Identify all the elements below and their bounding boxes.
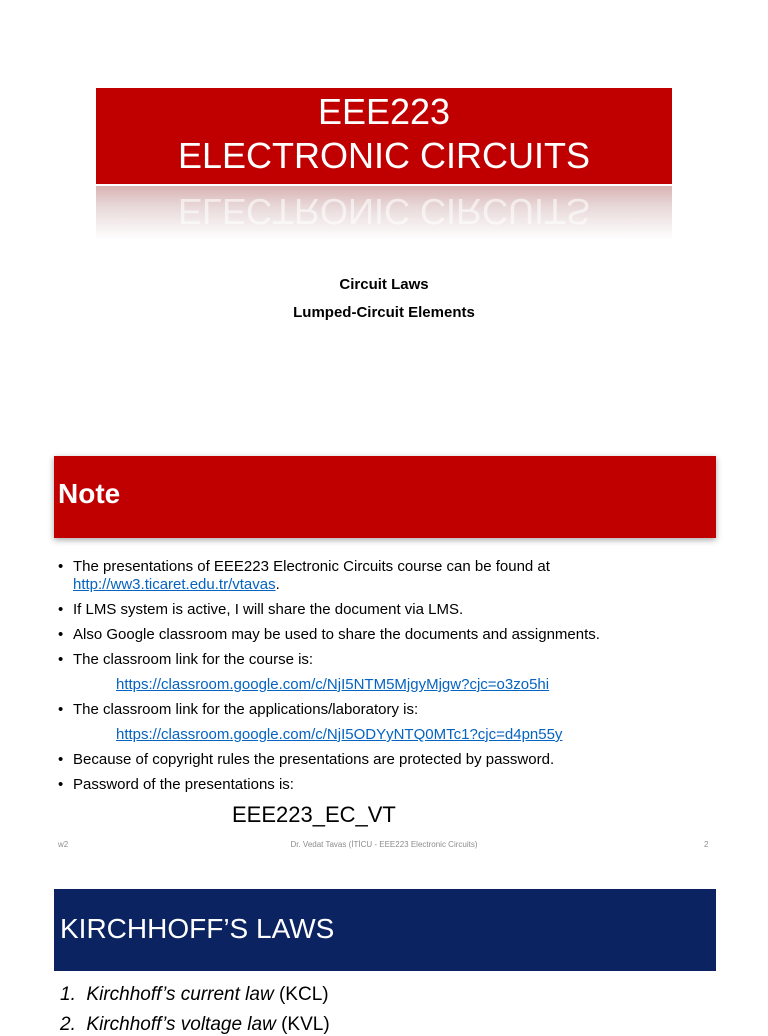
law-number: 1.	[60, 984, 76, 1005]
lab-classroom-link[interactable]: https://classroom.google.com/c/NjI5ODYyNTQ0MTc1?cjc=d4pn55y	[116, 726, 563, 743]
note-header-bar	[54, 456, 716, 538]
note-bullet-list	[58, 558, 698, 801]
course-website-link[interactable]: http://ww3.ticaret.edu.tr/vtavas	[73, 576, 276, 593]
kirchhoff-title: KIRCHHOFF’S LAWS	[60, 913, 335, 944]
lab-link-row	[58, 726, 698, 744]
course-classroom-link[interactable]: https://classroom.google.com/c/NjI5NTM5MjgyMjgw?cjc=o3zo5hi	[116, 676, 550, 693]
note-title: Note	[58, 478, 121, 509]
kirchhoff-slide	[0, 860, 768, 1035]
footer-page-number: 2	[704, 840, 709, 849]
law-name: Kirchhoff’s voltage law	[86, 1014, 276, 1035]
bullet-lab-link-label: • The classroom link for the applications/laboratory is:	[58, 701, 698, 719]
bullet-punctuation: .	[275, 576, 280, 593]
law-abbreviation: (KCL)	[278, 984, 329, 1005]
law-abbreviation: (KVL)	[281, 1014, 330, 1035]
note-slide	[0, 440, 768, 860]
footer-center: Dr. Vedat Tavas (İTİCU - EEE223 Electronic Circuits)	[290, 840, 478, 849]
bullet-text: The presentations of EEE223 Electronic Circuits course can be found at	[73, 558, 550, 575]
law-name: Kirchhoff’s current law	[86, 984, 274, 1005]
law-item-kvl	[60, 1014, 330, 1036]
bullet-course-link-label: • The classroom link for the course is:	[58, 651, 698, 669]
subtitle-lumped-elements: Lumped-Circuit Elements	[293, 304, 475, 321]
bullet-presentations-location	[58, 558, 698, 594]
course-title-box	[96, 88, 672, 184]
bullet-copyright: • Because of copyright rules the presentations are protected by password.	[58, 751, 698, 769]
title-reflection	[96, 186, 672, 240]
presentation-password: EEE223_EC_VT	[232, 802, 396, 827]
course-name: ELECTRONIC CIRCUITS	[177, 135, 591, 176]
reflection-text: ELECTRONIC CIRCUITS	[177, 191, 591, 232]
course-code: EEE223	[317, 91, 451, 132]
law-item-kcl	[60, 984, 329, 1006]
kirchhoff-header-bar	[54, 889, 716, 971]
bullet-lms: • If LMS system is active, I will share the document via LMS.	[58, 601, 698, 619]
bullet-google-classroom: • Also Google classroom may be used to share the documents and assignments.	[58, 626, 698, 644]
title-slide	[0, 0, 768, 440]
law-number: 2.	[60, 1014, 76, 1035]
footer-left: w2	[58, 840, 69, 849]
bullet-password-label: • Password of the presentations is:	[58, 776, 698, 794]
course-link-row	[58, 676, 698, 694]
subtitle-circuit-laws: Circuit Laws	[339, 276, 429, 293]
